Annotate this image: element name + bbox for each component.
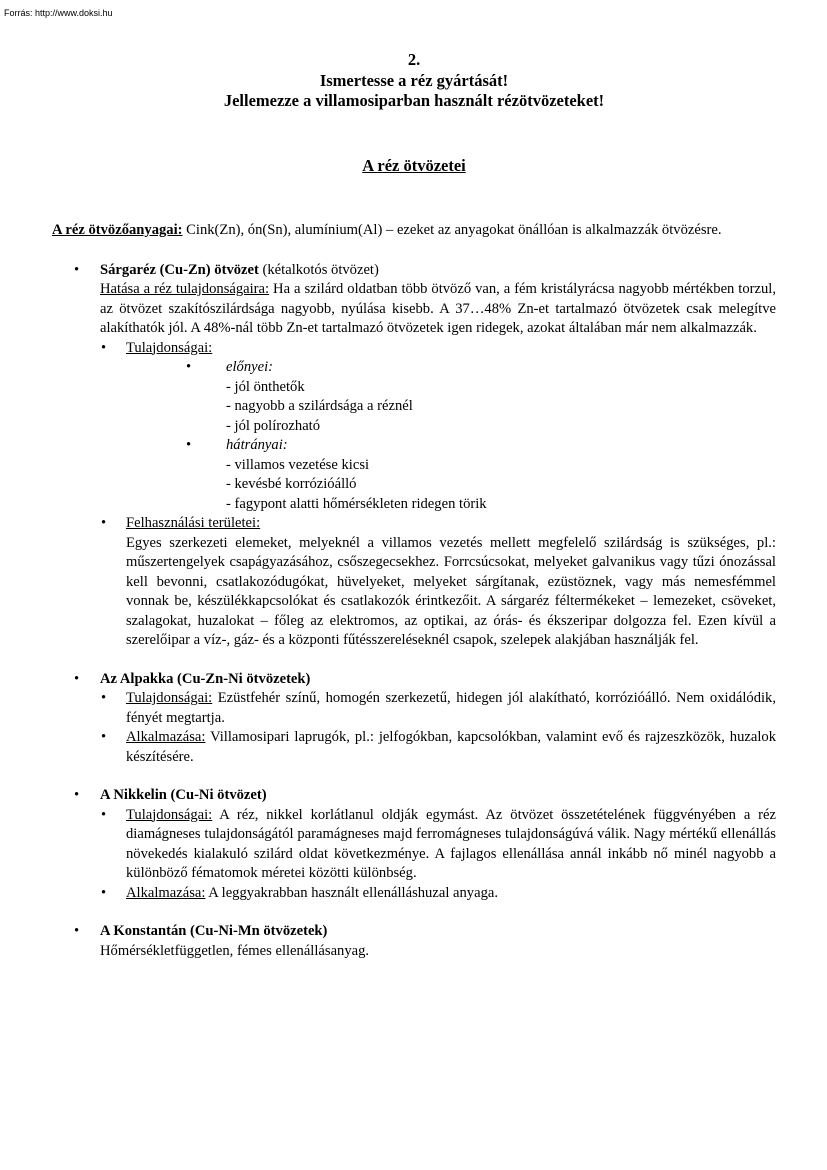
cons-label: hátrányai: [226, 437, 288, 453]
nikkelin-props [52, 806, 776, 884]
bullet-icon: • [101, 515, 107, 531]
sargarez-usage [52, 514, 776, 651]
konstantan-text: Hőmérsékletfüggetlen, fémes ellenállásanyag. [100, 942, 370, 959]
sargarez-cons [52, 436, 776, 514]
source-url: Forrás: http://www.doksi.hu [4, 8, 113, 18]
list-item-nikkelin [52, 786, 776, 806]
section-title: A réz ötvözetei [362, 155, 466, 175]
cons-item: - fagypont alatti hőmérsékleten ridegen törik [226, 495, 487, 512]
alpakka-props [52, 689, 776, 728]
bullet-icon: • [74, 923, 80, 939]
alpakka-title: Az Alpakka (Cu-Zn-Ni ötvözetek) [100, 670, 311, 687]
sargarez-props-label: Tulajdonságai: [126, 339, 213, 356]
intro-label: A réz ötvözőanyagai: [52, 222, 183, 238]
pros-item: - nagyobb a szilárdsága a réznél [226, 398, 413, 414]
pros-label: előnyei: [226, 359, 273, 375]
intro-text: Cink(Zn), ón(Sn), alumínium(Al) – ezeket az anyagokat önállóan is alkalmazzák ötvözésre. [182, 222, 722, 238]
pros-item: - jól polírozható [226, 417, 321, 434]
bullet-icon: • [101, 729, 107, 745]
bullet-icon: • [101, 690, 107, 706]
nikkelin-app [52, 884, 776, 904]
pros-item: - jól önthetők [226, 378, 305, 395]
bullet-icon: • [101, 806, 107, 823]
alpakka-app-text: Villamosipari laprugók, pl.: jelfogókban, kapcsolókban, valamint evő és rajzeszközök, huzalok készítésére. [126, 729, 776, 765]
alpakka-app-label: Alkalmazása: [126, 729, 206, 745]
cons-item: - villamos vezetése kicsi [226, 456, 370, 473]
bullet-icon: • [186, 437, 192, 453]
bullet-icon: • [74, 261, 80, 278]
nikkelin-app-label: Alkalmazása: [126, 884, 206, 901]
sargarez-title: Sárgaréz (Cu-Zn) ötvözet [100, 261, 259, 278]
nikkelin-props-text: A réz, nikkel korlátlanul oldják egymást. Az ötvözet összetételének függvényében a réz diamágneses tulajdonságától paramágneses majd ferromágneses tulajdonságúvá válik. Nagy mértékű ellenállás növekedés kialakuló szilárd oldat következménye. A fajlagos ellenállása annál inkább nő minél nagyobb a különböző fématomok méretei közötti különbség. [126, 806, 776, 881]
sargarez-effect-label: Hatása a réz tulajdonságaira: [100, 281, 270, 297]
bullet-icon: • [74, 670, 80, 687]
document-page [52, 50, 776, 961]
alpakka-props-text: Ezüstfehér színű, homogén szerkezetű, hidegen jól alakítható, korrózióálló. Nem oxidálódik, fényét megtartja. [126, 690, 776, 726]
bullet-icon: • [101, 339, 107, 356]
list-item-sargarez [52, 261, 776, 339]
sargarez-title-note: (kétalkotós ötvözet) [258, 261, 379, 278]
alpakka-app [52, 728, 776, 767]
intro-paragraph [52, 221, 776, 241]
question-line-1: Ismertesse a réz gyártását! [319, 70, 509, 90]
list-item-alpakka [52, 670, 776, 690]
question-line-2: Jellemezze a villamosiparban használt rézötvözeteket! [223, 91, 605, 110]
question-number: 2. [407, 50, 421, 69]
sargarez-pros [52, 358, 776, 436]
bullet-icon: • [186, 359, 192, 375]
sargarez-props [52, 339, 776, 359]
nikkelin-props-label: Tulajdonságai: [126, 806, 213, 823]
nikkelin-app-text: A leggyakrabban használt ellenálláshuzal anyaga. [205, 884, 498, 901]
sargarez-usage-text: Egyes szerkezeti elemeket, melyeknél a villamos vezetés mellett megfelelő szilárdság is szükséges, pl.: műszertengelyek csapágyazásához, csőszegecsekhez. Forrcsúcsokat, melyeket galvanikus vagy tűzi ónozással kell bevonni, csatlakozódugókat, hüvelyeket, melyeket sárgítanak, ezüstöznek, vagy más nemesfémmel vonnak be, készülékkapcsolókat és csatlakozók érintkezőit. A sárgaréz féltermékeket – lemezeket, csöveket, szalagokat, huzalokat – főleg az elektromos, az optikai, az órás- és ékszeripar dolgozza fel. Ezen kívül a szerelőipar a víz-, gáz- és a központi fűtésszereléseknél csapok, szelepek alakjában használják fel. [126, 534, 776, 648]
cons-item: - kevésbé korrózióálló [226, 476, 357, 492]
bullet-icon: • [74, 787, 80, 803]
sargarez-effect-text: Ha a szilárd oldatban több ötvöző van, a fém kristályrácsa nagyobb mértékben torzul, az ötvözet szakítószilárdsága nagyobb, nyúlása kisebb. A 37…48% Zn-et tartalmazó ötvözetek csak melegítve alakíthatók jól. A 48%-nál több Zn-et tartalmazó ötvözetek igen ridegek, azokat általában már nem alkalmazzák. [100, 281, 776, 336]
nikkelin-title: A Nikkelin (Cu-Ni ötvözet) [100, 787, 267, 803]
sargarez-usage-label: Felhasználási területei: [126, 515, 261, 531]
konstantan-title: A Konstantán (Cu-Ni-Mn ötvözetek) [100, 923, 328, 939]
bullet-icon: • [101, 884, 107, 901]
alpakka-props-label: Tulajdonságai: [126, 690, 213, 706]
list-item-konstantan [52, 922, 776, 961]
